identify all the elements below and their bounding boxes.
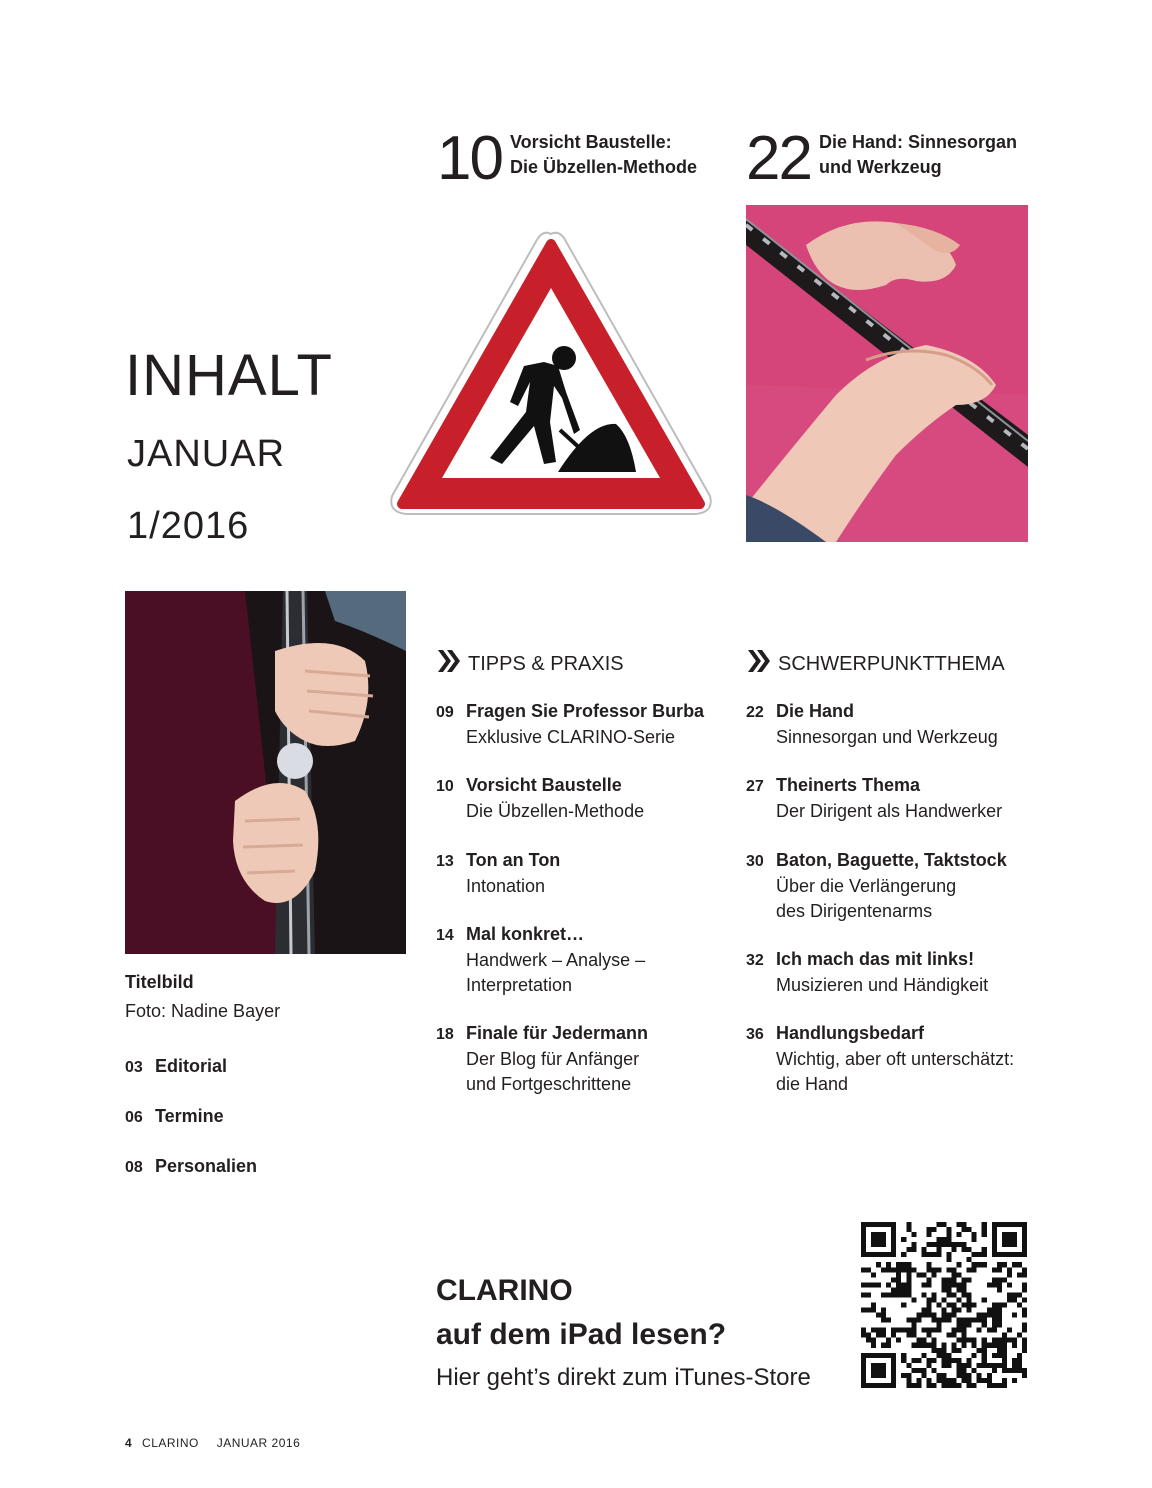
featured-subtitle: und Werkzeug [818, 157, 942, 177]
toc-page-number: 22 [746, 704, 764, 721]
hands-on-clarinet-photo [746, 205, 1028, 542]
toc-entry[interactable] [436, 699, 704, 750]
toc-entry[interactable] [746, 848, 1007, 924]
page-title: INHALT [125, 343, 333, 408]
promo-link-text[interactable]: Hier geht’s direkt zum iTunes-Store [436, 1364, 811, 1391]
toc-entry[interactable] [436, 1021, 648, 1097]
toc-title: Ton an Ton [466, 850, 561, 870]
toc-entry[interactable] [436, 773, 644, 824]
toc-entry[interactable] [436, 922, 645, 998]
toc-entry[interactable] [125, 1104, 224, 1130]
toc-description: Sinnesorgan und Werkzeug [776, 727, 998, 747]
toc-description: Der Blog für Anfänger [466, 1049, 640, 1069]
toc-entry[interactable] [746, 699, 998, 750]
toc-page-number: 10 [436, 778, 454, 795]
toc-entry[interactable] [746, 773, 1002, 824]
cover-label: Titelbild [125, 972, 194, 992]
toc-description: des Dirigentenarms [776, 901, 933, 921]
toc-entry[interactable] [125, 1054, 227, 1080]
toc-title: Personalien [155, 1156, 258, 1176]
page-number: 4 [125, 1436, 133, 1450]
toc-page-number: 03 [125, 1059, 143, 1076]
footer-magazine: CLARINO [142, 1436, 199, 1450]
toc-title: Handlungsbedarf [776, 1023, 925, 1043]
toc-page-number: 14 [436, 927, 454, 944]
toc-title: Termine [155, 1106, 224, 1126]
toc-description: Wichtig, aber oft unterschätzt: [776, 1049, 1015, 1069]
toc-page-number: 08 [125, 1159, 143, 1176]
toc-title: Vorsicht Baustelle [466, 775, 622, 795]
toc-description: Intonation [466, 876, 546, 896]
section-header-tipps [436, 648, 624, 680]
toc-page-number: 30 [746, 853, 764, 870]
toc-description: die Hand [776, 1074, 849, 1094]
featured-item-2[interactable] [746, 124, 1017, 193]
qr-code[interactable] [861, 1222, 1027, 1388]
toc-page-number: 09 [436, 704, 454, 721]
toc-title: Finale für Jedermann [466, 1023, 649, 1043]
toc-description: Die Übzellen-Methode [466, 801, 645, 821]
cover-photo [125, 591, 406, 954]
issue-month: JANUAR [127, 433, 286, 475]
toc-page-number: 32 [746, 952, 764, 969]
toc-title: Editorial [155, 1056, 228, 1076]
section-title: SCHWERPUNKTTHEMA [778, 652, 1005, 675]
toc-page-number: 13 [436, 853, 454, 870]
issue-number: 1/2016 [127, 505, 250, 547]
construction-sign-image [384, 226, 718, 522]
footer-issue: JANUAR 2016 [216, 1436, 301, 1450]
toc-description: Musizieren und Händigkeit [776, 975, 989, 995]
double-chevron-icon [746, 648, 772, 680]
section-title: TIPPS & PRAXIS [468, 652, 624, 675]
toc-entry[interactable] [436, 848, 560, 899]
featured-subtitle: Die Übzellen-Methode [509, 157, 697, 177]
toc-entry[interactable] [746, 1021, 1014, 1097]
toc-description: Handwerk – Analyse – [466, 950, 646, 970]
featured-item-1[interactable] [437, 124, 697, 193]
toc-description: Der Dirigent als Handwerker [776, 801, 1003, 821]
section-header-schwerpunkt [746, 648, 1005, 680]
toc-title: Fragen Sie Professor Burba [466, 701, 705, 721]
page-footer [125, 1436, 300, 1450]
toc-page-number: 27 [746, 778, 764, 795]
toc-description: Über die Verlängerung [776, 876, 957, 896]
featured-page-number: 10 [437, 124, 502, 193]
cover-credit: Foto: Nadine Bayer [125, 1001, 281, 1021]
toc-title: Theinerts Thema [776, 775, 921, 795]
toc-entry[interactable] [746, 947, 988, 998]
toc-title: Mal konkret… [466, 924, 585, 944]
toc-description: Exklusive CLARINO-Serie [466, 727, 676, 747]
featured-title: Die Hand: Sinnesorgan [818, 132, 1017, 152]
toc-page-number: 18 [436, 1026, 454, 1043]
featured-page-number: 22 [746, 124, 811, 193]
toc-title: Ich mach das mit links! [776, 949, 975, 969]
toc-page-number: 06 [125, 1109, 143, 1126]
toc-page-number: 36 [746, 1026, 764, 1043]
double-chevron-icon [436, 648, 462, 680]
toc-title: Die Hand [776, 701, 855, 721]
promo-headline: auf dem iPad lesen? [436, 1318, 727, 1351]
featured-title: Vorsicht Baustelle: [509, 132, 672, 152]
toc-description: und Fortgeschrittene [466, 1074, 632, 1094]
toc-entry[interactable] [125, 1154, 257, 1180]
toc-title: Baton, Baguette, Taktstock [776, 850, 1007, 870]
promo-brand: CLARINO [436, 1274, 573, 1307]
toc-description: Interpretation [466, 975, 573, 995]
